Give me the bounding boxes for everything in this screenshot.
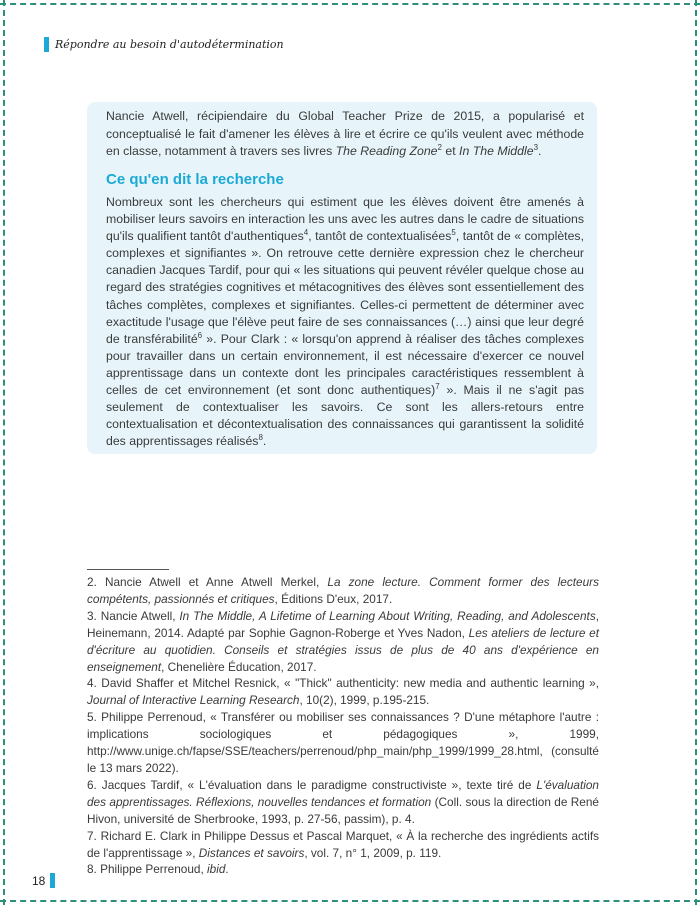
accent-bar [50,873,55,888]
footnote-title: Distances et savoirs [198,845,305,860]
footnote-ref: 4 [303,228,309,238]
folio [32,873,55,888]
footnote-text: 3. Nancie Atwell, [87,608,180,623]
accent-bar [44,37,49,52]
running-head [44,36,284,52]
body-text: , tantôt de contextualisées [308,229,452,244]
footnote-ref: 2 [437,142,442,152]
footnote-ref: 7 [435,381,440,391]
footnote-4 [87,675,599,709]
footnote-text: . [225,862,229,877]
body-text: ». Mais il ne s'agit pas seulement de contextualiser les savoirs. Ce sont les allers-retours entre contextualisation et décontextualisation des connaissances qui garantissent la solidité des apprentissages réalisés [106,383,585,449]
body-text: , tantôt de « complètes, complexes et signifiantes ». On retrouve cette dernière expression chez le chercheur canadien Jacques Tardif, pour qui « les situations qui peuvent révéler quelque chose au regard des stratégies cognitives et métacognitives des élèves sont essentiellement des tâches complètes, complexes et signifiantes. Celles-ci permettent de déterminer avec exactitude l'usage que l'élève peut faire de ses connaissances (…) ainsi que leur degré de transférabilité [106,229,584,346]
intro-text: Nancie Atwell, récipiendaire du Global Teacher Prize de 2015, a popularisé et conceptualisé le fait d'amener les élèves à lire et écrire ce qu'ils veulent avec méthode en classe, notamment à travers ses livres [106,109,584,158]
footnote-text: (Coll. sous la direction de René Hivon, université de Sherbrooke, 1993, p. 27-56, passim), p. 4. [87,794,599,826]
box-intro [106,108,584,161]
footnote-5: 5. Philippe Perrenoud, « Transférer ou mobiliser ses connaissances ? D'une métaphore l'autre : implications sociologiques et pédagogiques », 1999, http://www.unige.ch/fapse/SSE/teachers/perrenoud/php_main/php_1999/1999_28.html, (consulté le 13 mars 2022). [87,710,599,775]
intro-text: . [538,144,542,158]
footnote-2 [87,574,599,608]
footnote-title: Les ateliers de lecture et d'écriture au quotidien. Conseils et stratégies issus de plus de 40 ans d'expérience en enseignement [87,625,600,674]
footnote-title: ibid [207,862,226,877]
page-border-top [0,3,700,5]
footnote-6 [87,777,599,828]
footnote-text: 8. Philippe Perrenoud, [87,862,208,877]
footnote-title: In The Middle, A Lifetime of Learning About Writing, Reading, and Adolescents [179,608,596,623]
page-border-bottom [0,900,700,902]
footnote-text: , Heinemann, 2014. Adapté par Sophie Gagnon-Roberge et Yves Nadon, [87,608,600,640]
footnote-text: , Éditions D'eux, 2017. [274,591,393,606]
footnote-text: 2. Nancie Atwell et Anne Atwell Merkel, [87,575,328,589]
body-text: ». Pour Clark : « lorsqu'on apprend à réaliser des tâches complexes pour travailler dans un certain environnement, il est nécessaire d'exercer ce nouvel apprentissage dans un contexte dont les principales caractéristiques ressemblent à celles de cet environnement (et sont donc authentiques) [106,331,584,398]
box-body [106,194,584,450]
footnote-7 [87,828,599,862]
footnote-text: , 10(2), 1999, p.195-215. [299,693,430,708]
running-head-text: Répondre au besoin d'autodétermination [55,37,284,51]
footnotes [87,574,599,878]
footnote-ref: 3 [533,142,539,152]
book-title: In The Middle [459,144,534,158]
book-title: The Reading Zone [335,144,438,158]
footnote-text: 4. David Shaffer et Mitchel Resnick, « "Thick" authenticity: new media and authentic learning », [87,676,599,691]
box-heading: Ce qu'en dit la recherche [106,171,284,188]
footnote-title: La zone lecture. Comment former des lecteurs compétents, passionnés et critiques [87,575,599,606]
footnote-8 [87,861,599,878]
footnote-ref: 8 [258,433,263,443]
page-border-left [3,0,5,905]
body-text: Nombreux sont les chercheurs qui estiment que les élèves doivent être amenés à mobiliser leurs savoirs en interaction les uns avec les autres dans le cadre de situations qu'ils qualifient tantôt d'authentiques [106,195,584,244]
footnote-ref: 6 [197,330,203,340]
footnote-ref: 5 [451,228,456,238]
footnote-text: , Chenelière Éducation, 2017. [161,659,317,674]
footnote-text: , vol. 7, n° 1, 2009, p. 119. [304,845,442,860]
page-border-right [695,0,697,905]
footnote-title: Journal of Interactive Learning Research [87,693,300,708]
footnote-title: L'évaluation des apprentissages. Réflexions, nouvelles tendances et formation [87,777,599,809]
page-number: 18 [32,873,46,888]
body-text: . [262,434,267,449]
footnote-3 [87,608,599,676]
footnote-text: 6. Jacques Tardif, « L'évaluation dans le paradigme constructiviste », texte tiré de [87,777,537,792]
intro-text: et [441,144,460,158]
footnote-rule [87,569,169,570]
footnote-text: 7. Richard E. Clark in Philippe Dessus et Pascal Marquet, « À la recherche des ingrédients actifs de l'apprentissage », [87,828,599,860]
